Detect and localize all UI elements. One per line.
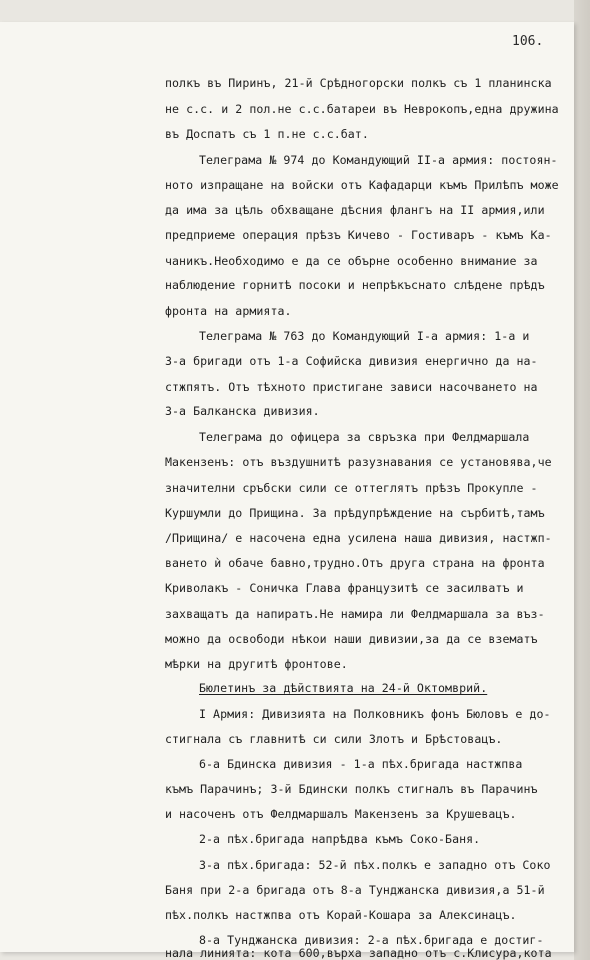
text-line: полкъ въ Пиринъ, 21-й Срѣдногорски полкъ съ 1 планинска — [165, 76, 552, 90]
text-line: стигнала съ главнитѣ си сили Злотъ и Брѣстовацъ. — [165, 732, 503, 746]
text-line: значителни сръбски сили се оттеглятъ прѣзъ Прокупле - — [165, 481, 538, 495]
text-line: ването ѝ обаче бавно,трудно.Отъ друга страна на фронта — [165, 556, 545, 570]
text-line: Телеграма № 974 до Командующий II-а армия: постоян- — [199, 153, 558, 167]
text-line: 3-а Балканска дивизия. — [165, 404, 320, 418]
text-line: Макензенъ: отъ въздушнитѣ разузнавания се установява,че — [165, 455, 552, 469]
text-line: наблюдение горнитѣ посоки и непрѣкъснато слѣдене прѣдъ — [165, 278, 545, 292]
text-line: и насоченъ отъ Фелдмаршалъ Макензенъ за Крушевацъ. — [165, 807, 517, 821]
page-number: 106. — [512, 34, 544, 49]
text-line: не с.с. и 2 пол.не с.с.батареи въ Неврокопъ,една дружина — [165, 102, 559, 116]
text-line: нала линията: кота 600,върха западно отъ с.Клисура,кота — [165, 946, 552, 960]
text-line: чаникъ.Необходимо е да се обърне особенно внимание за — [165, 254, 538, 268]
text-line: Куршумли до Прищина. За прѣдупрѣждение на сърбитѣ,тамъ — [165, 506, 545, 520]
text-line: 3-а пѣх.бригада: 52-й пѣх.полкъ е западно отъ Соко — [199, 858, 551, 872]
text-line: Баня при 2-а бригада отъ 8-а Тунджанска дивизия,а 51-й — [165, 883, 545, 897]
text-line: 8-а Тунджанска дивизия: 2-а пѣх.бригада е достиг- — [199, 933, 544, 947]
text-line: можно да освободи нѣкои наши дивизии,за да се взематъ — [165, 632, 538, 646]
text-line: Телеграма № 763 до Командующий I-а армия: 1-а и — [199, 329, 530, 343]
text-line: /Прищина/ е насочена една усилена наша дивизия, настжп- — [165, 531, 552, 545]
text-line: I Армия: Дивизията на Полковникъ фонъ Бюловъ е до- — [199, 707, 551, 721]
text-line: фронта на армията. — [165, 304, 292, 318]
text-line: Телеграма до офицера за свръзка при Фелдмаршала — [199, 430, 530, 444]
text-line: ното изпращане на войски отъ Кафадарци къмъ Прилѣпъ може — [165, 178, 559, 192]
text-line: предприеме операция прѣзъ Кичево - Гостиваръ - къмъ Ка- — [165, 228, 552, 242]
text-line: къмъ Парачинъ; 3-й Бдински полкъ стигналъ въ Парачинъ — [165, 782, 538, 796]
text-line: стжпятъ. Отъ тѣхното пристигане зависи насочването на — [165, 380, 538, 394]
text-line: Криволакъ - Соничка Глава французитѣ се засилватъ и — [165, 581, 524, 595]
scan-edge — [574, 0, 590, 960]
text-line: мѣрки на другитѣ фронтове. — [165, 657, 348, 671]
text-line: 6-а Бдинска дивизия - 1-а пѣх.бригада настжпва — [199, 757, 523, 771]
text-line: въ Доспатъ съ 1 п.не с.с.бат. — [165, 127, 369, 141]
text-line: да има за цѣль обхващане дѣсния флангъ на II армия,или — [165, 203, 545, 217]
bulletin-heading: Бюлетинъ за дѣйствията на 24-й Октомврий. — [199, 681, 488, 695]
text-line: пѣх.полкъ настжпва отъ Корай-Кошара за Алексинацъ. — [165, 908, 517, 922]
text-line: 3-а бригади отъ 1-а Софийска дивизия енергично да на- — [165, 354, 538, 368]
text-line: захващатъ да напиратъ.Не намира ли Фелдмаршала за въз- — [165, 607, 545, 621]
text-line: 2-а пѣх.бригада напрѣдва къмъ Соко-Баня. — [199, 832, 481, 846]
